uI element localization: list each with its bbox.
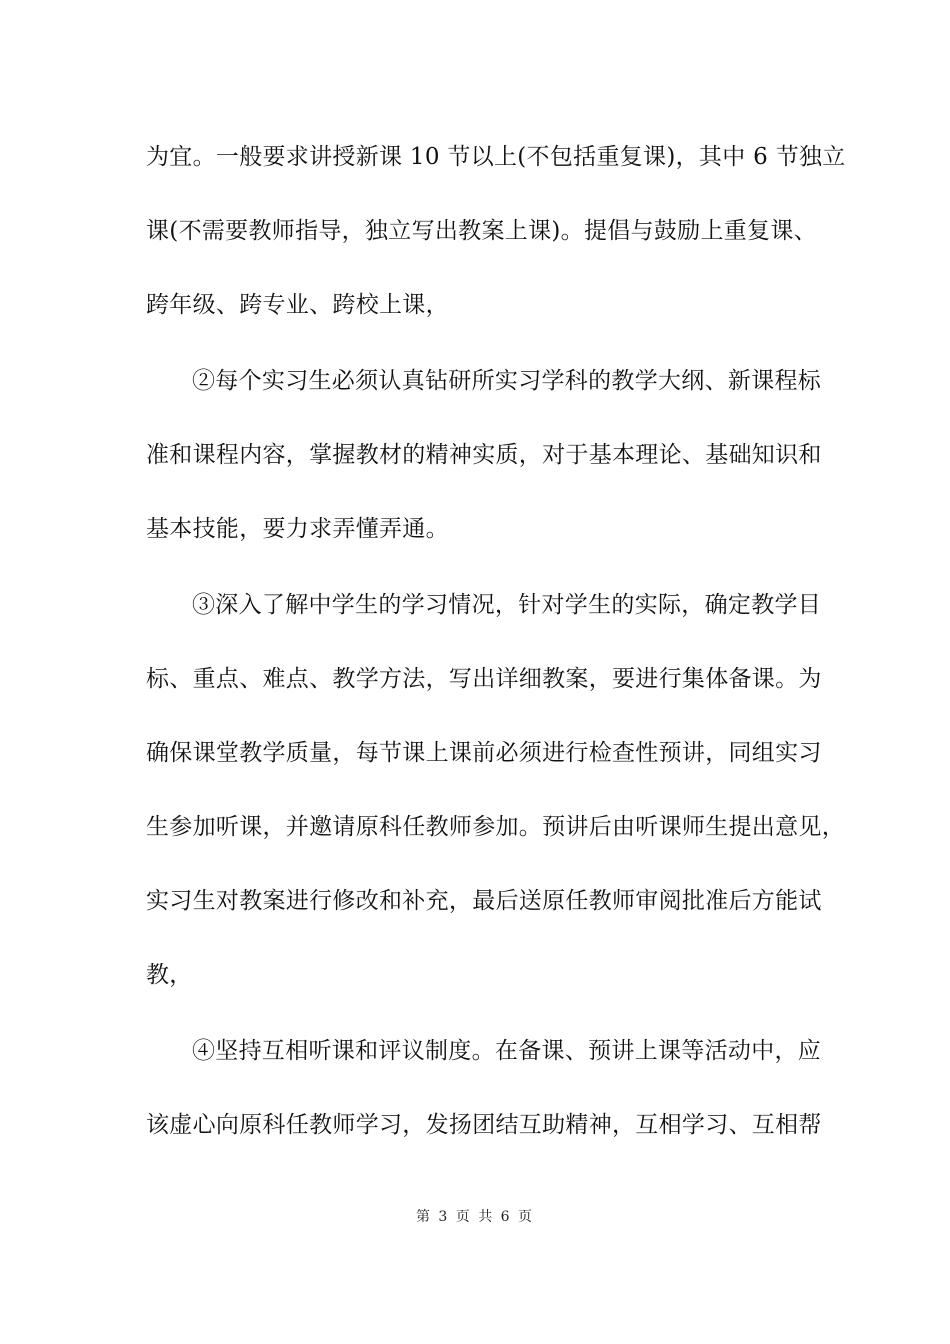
text-line-5: 准和课程内容，掌握教材的精神实质，对于基本理论、基础知识和 — [146, 442, 822, 468]
text-line-13: ④坚持互相听课和评议制度。在备课、预讲上课等活动中，应 — [192, 1038, 822, 1064]
text-line-8: 标、重点、难点、教学方法，写出详细教案，要进行集体备课。为 — [146, 666, 822, 692]
text-line-11: 实习生对教案进行修改和补充，最后送原任教师审阅批准后方能试 — [146, 888, 822, 914]
page-number-footer: 第 3 页 共 6 页 — [415, 1209, 535, 1225]
text-line-9: 确保课堂教学质量，每节课上课前必须进行检查性预讲，同组实习 — [146, 740, 822, 766]
text-line-7: ③深入了解中学生的学习情况，针对学生的实际，确定教学目 — [192, 592, 822, 618]
text-line-6: 基本技能，要力求弄懂弄通。 — [146, 516, 449, 542]
text-line-3: 跨年级、跨专业、跨校上课， — [146, 292, 449, 318]
text-line-1: 为宜。一般要求讲授新课 10 节以上(不包括重复课)，其中 6 节独立 — [146, 144, 846, 170]
text-line-4: ②每个实习生必须认真钻研所实习学科的教学大纲、新课程标 — [192, 368, 822, 394]
text-line-14: 该虚心向原科任教师学习，发扬团结互助精神，互相学习、互相帮 — [146, 1112, 822, 1138]
text-line-12: 教， — [146, 962, 193, 988]
text-line-2: 课(不需要教师指导，独立写出教案上课)。提倡与鼓励上重复课、 — [146, 218, 817, 244]
text-line-10: 生参加听课，并邀请原科任教师参加。预讲后由听课师生提出意见， — [146, 814, 845, 840]
